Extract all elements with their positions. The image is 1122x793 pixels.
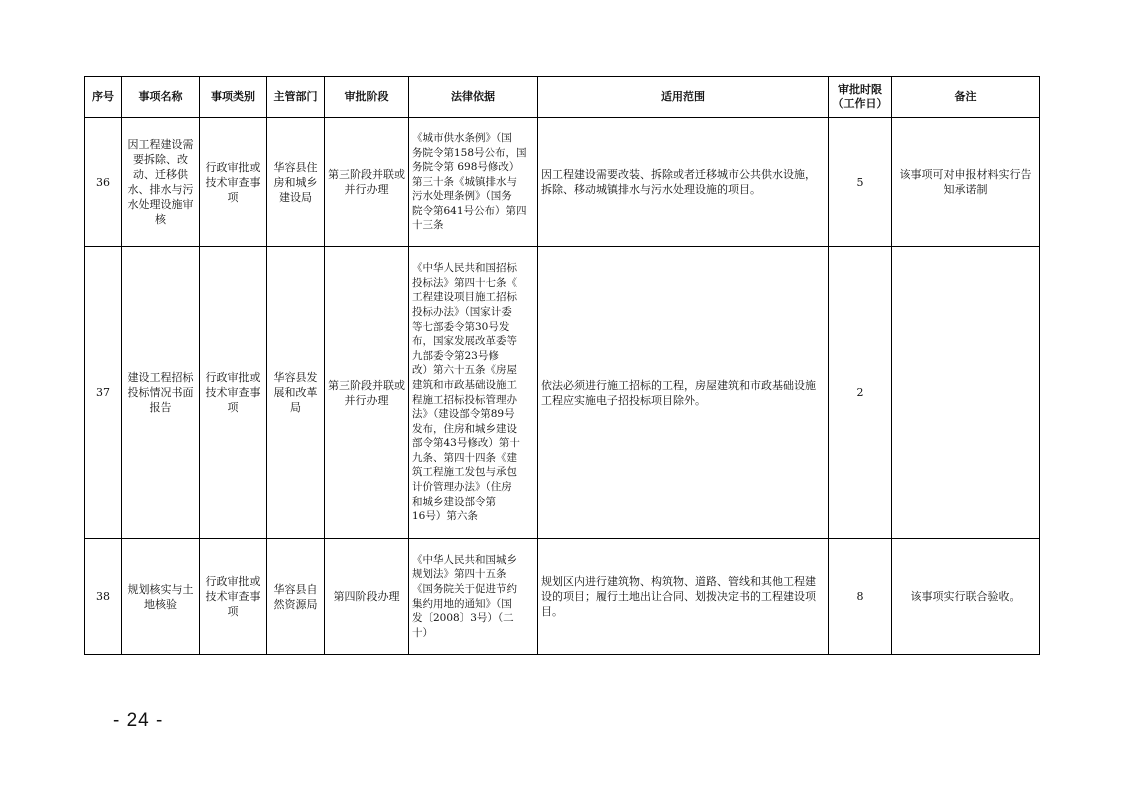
row-serial: 37 [85, 247, 122, 539]
row-remarks: 该事项实行联合验收。 [892, 539, 1040, 655]
row-serial: 38 [85, 539, 122, 655]
row-legal-basis: 《城市供水条例》（国 务院令第158号公布，国 务院令第 698号修改） 第三十条《城镇排水与 污水处理条例》（国务 院令第641号公布）第四 十三条 [409, 118, 538, 247]
header-legal-basis: 法律依据 [409, 77, 538, 118]
row-department: 华容县发展和改革局 [267, 247, 325, 539]
row-approval-stage: 第四阶段办理 [325, 539, 409, 655]
table-header-row [85, 77, 1040, 118]
row-approval-stage: 第三阶段并联或并行办理 [325, 247, 409, 539]
header-remarks: 备注 [892, 77, 1040, 118]
header-time-limit: 审批时限 （工作日） [829, 77, 892, 118]
row-item-category: 行政审批或技术审查事项 [200, 539, 267, 655]
row-time-limit: 8 [829, 539, 892, 655]
row-item-name: 因工程建设需要拆除、改动、迁移供水、排水与污水处理设施审核 [122, 118, 200, 247]
row-item-category: 行政审批或技术审查事项 [200, 118, 267, 247]
row-time-limit: 5 [829, 118, 892, 247]
row-scope: 依法必须进行施工招标的工程，房屋建筑和市政基础设施工程应实施电子招投标项目除外。 [538, 247, 829, 539]
row-remarks [892, 247, 1040, 539]
table-row [85, 539, 1040, 655]
row-item-name: 建设工程招标投标情况书面报告 [122, 247, 200, 539]
header-scope: 适用范围 [538, 77, 829, 118]
header-approval-stage: 审批阶段 [325, 77, 409, 118]
header-item-category: 事项类别 [200, 77, 267, 118]
header-serial: 序号 [85, 77, 122, 118]
row-time-limit: 2 [829, 247, 892, 539]
row-department: 华容县住房和城乡建设局 [267, 118, 325, 247]
row-legal-basis: 《中华人民共和国招标 投标法》第四十七条《 工程建设项目施工招标 投标办法》（国家计委 等七部委令第30号发 布，国家发展改革委等 九部委令第23号修 改）第六十五条《房屋 建筑和市政基础设施工 程施工招标投标管理办 法》（建设部令第89号 发布，住房和城乡建设 部令第43号修改）第十 九条、第四十四条《建 筑工程施工发包与承包 计价管理办法》（住房 和城乡建设部令第 16号）第六条 [409, 247, 538, 539]
row-remarks: 该事项可对申报材料实行告知承诺制 [892, 118, 1040, 247]
row-item-name: 规划核实与土地核验 [122, 539, 200, 655]
row-department: 华容县自然资源局 [267, 539, 325, 655]
row-scope: 规划区内进行建筑物、构筑物、道路、管线和其他工程建设的项目；履行土地出让合同、划拨决定书的工程建设项目。 [538, 539, 829, 655]
row-scope: 因工程建设需要改装、拆除或者迁移城市公共供水设施，拆除、移动城镇排水与污水处理设施的项目。 [538, 118, 829, 247]
row-approval-stage: 第三阶段并联或并行办理 [325, 118, 409, 247]
approval-items-table [84, 76, 1040, 655]
row-legal-basis: 《中华人民共和国城乡 规划法》第四十五条 《国务院关于促进节约 集约用地的通知》（国 发〔2008〕3号）（二 十） [409, 539, 538, 655]
page-number: - 24 - [113, 710, 164, 731]
header-item-name: 事项名称 [122, 77, 200, 118]
table-row [85, 247, 1040, 539]
row-serial: 36 [85, 118, 122, 247]
header-department: 主管部门 [267, 77, 325, 118]
row-item-category: 行政审批或技术审查事项 [200, 247, 267, 539]
table-row [85, 118, 1040, 247]
